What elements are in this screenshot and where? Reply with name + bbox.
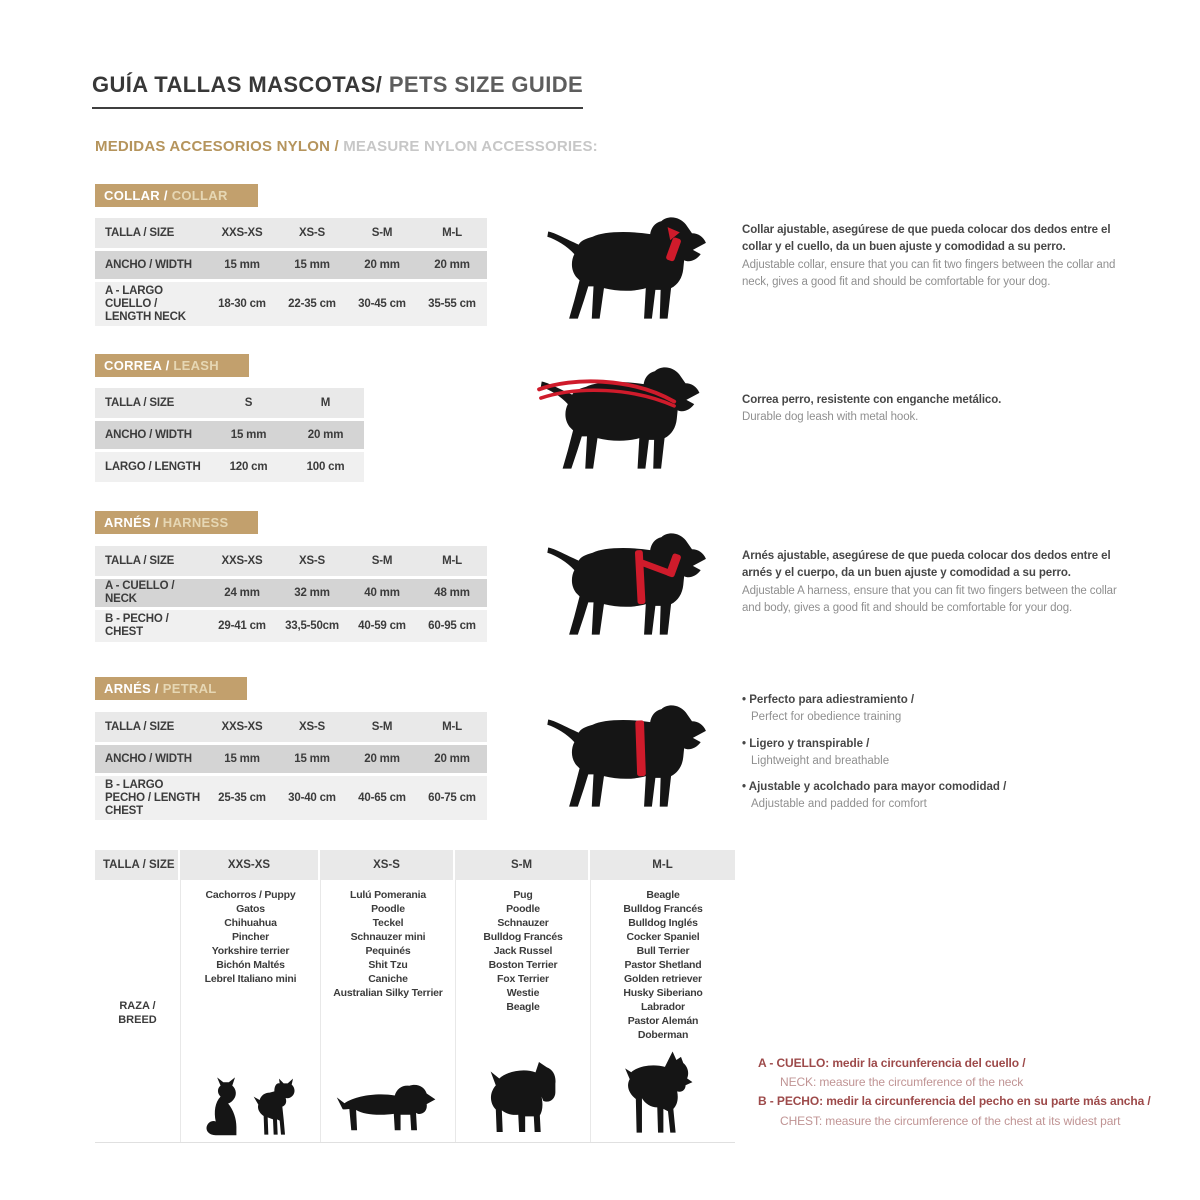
value-cell: 32 mm xyxy=(294,586,330,599)
dog-with-leash-image xyxy=(523,358,719,480)
chihuahua-silhouette-icon xyxy=(251,1078,299,1138)
value-cell: 20 mm xyxy=(434,258,470,271)
breed-name: Schnauzer mini xyxy=(350,931,426,943)
table-header-row xyxy=(95,388,364,418)
breed-list xyxy=(623,888,702,1042)
header-cell: S-M xyxy=(371,554,393,567)
value-cell: 20 mm xyxy=(307,428,344,441)
breed-name: Westie xyxy=(506,987,540,999)
animal-silhouettes xyxy=(333,1080,443,1138)
breed-name: Bulldog Inglés xyxy=(628,917,698,929)
header-cell: S xyxy=(244,396,253,409)
breed-name: Jack Russel xyxy=(493,945,553,957)
header-cell: TALLA / SIZE xyxy=(105,226,175,239)
breed-column-xs-s xyxy=(320,880,455,1142)
feature-english: Adjustable and padded for comfort xyxy=(751,798,927,811)
value-cell: 35-55 cm xyxy=(428,297,476,310)
feature-spanish: • Ligero y transpirable / xyxy=(742,736,1142,753)
value-cell: 60-95 cm xyxy=(428,619,476,632)
breed-row-label-cell xyxy=(95,880,180,1142)
breed-name: Beagle xyxy=(506,1001,540,1013)
value-cell: 60-75 cm xyxy=(428,791,476,804)
breed-name: Bulldog Francés xyxy=(483,931,563,943)
measurement-notes xyxy=(758,1054,1178,1131)
note-chest-spanish: B - PECHO: medir la circunferencia del pecho en su parte más ancha / xyxy=(758,1094,1151,1109)
petral-size-table xyxy=(95,712,487,823)
feature-spanish: • Perfecto para adiestramiento / xyxy=(742,692,1142,709)
breed-column-m-l xyxy=(590,880,735,1142)
header-cell: XXS-XS xyxy=(180,850,320,880)
badge-label-english: PETRAL xyxy=(162,681,217,696)
value-cell: 20 mm xyxy=(434,752,470,765)
feature-item xyxy=(742,692,1142,727)
breed-table-body xyxy=(95,880,735,1143)
row-label: A - CUELLO / NECK xyxy=(105,580,175,605)
breed-name: Caniche xyxy=(368,973,408,985)
value-cell: 15 mm xyxy=(294,752,330,765)
leash-description xyxy=(742,392,1134,427)
row-label: LARGO / LENGTH xyxy=(105,460,201,473)
table-header-row xyxy=(95,546,487,576)
row-label: B - PECHO / CHEST xyxy=(105,613,169,638)
breed-list xyxy=(205,888,297,986)
breed-name: Pastor Alemán xyxy=(627,1015,699,1027)
row-label: ANCHO / WIDTH xyxy=(105,258,192,271)
breed-name: Bichón Maltés xyxy=(216,959,285,971)
collar-description xyxy=(742,222,1134,291)
value-cell: 48 mm xyxy=(434,586,470,599)
value-cell: 120 cm xyxy=(229,460,268,473)
description-english: Adjustable collar, ensure that you can fit two fingers between the collar and neck, gives a good fit and should be comfortable for your dog. xyxy=(742,258,1116,288)
badge-label-english: HARNESS xyxy=(162,515,229,530)
value-cell: 20 mm xyxy=(364,258,400,271)
feature-item xyxy=(742,736,1142,771)
header-cell: S-M xyxy=(371,226,393,239)
badge-label-english: LEASH xyxy=(173,358,219,373)
header-cell: TALLA / SIZE xyxy=(105,396,175,409)
description-english: Adjustable A harness, ensure that you can fit two fingers between the collar and body, gives a good fit and should be comfortable for your dog. xyxy=(742,584,1117,614)
animal-silhouettes xyxy=(203,1076,299,1138)
harness-size-table xyxy=(95,546,487,645)
leash-section-badge xyxy=(95,354,249,377)
note-neck-spanish: A - CUELLO: medir la circunferencia del cuello / xyxy=(758,1056,1026,1070)
value-cell: 100 cm xyxy=(306,460,345,473)
breed-name: Bull Terrier xyxy=(636,945,690,957)
table-header-row xyxy=(95,712,487,742)
collar-size-table xyxy=(95,218,487,329)
note-chest-english: CHEST: measure the circumference of the chest at its widest part xyxy=(780,1113,1121,1128)
badge-label-spanish: ARNÉS / xyxy=(104,681,163,696)
breed-name: Pequinés xyxy=(365,945,411,957)
badge-label-english: COLLAR xyxy=(171,188,228,203)
value-cell: 33,5-50cm xyxy=(285,619,339,632)
value-cell: 30-40 cm xyxy=(288,791,336,804)
breed-name: Boston Terrier xyxy=(488,959,558,971)
breed-column-xxs-xs xyxy=(180,880,320,1142)
row-label: ANCHO / WIDTH xyxy=(105,428,192,441)
breed-name: Bulldog Francés xyxy=(623,903,703,915)
animal-silhouettes xyxy=(480,1056,566,1138)
table-row xyxy=(95,776,487,820)
page-title xyxy=(92,72,583,109)
breed-name: Golden retriever xyxy=(624,973,702,985)
breed-name: Yorkshire terrier xyxy=(211,945,290,957)
table-row xyxy=(95,610,487,642)
value-cell: 29-41 cm xyxy=(218,619,266,632)
badge-label-spanish: ARNÉS / xyxy=(104,515,163,530)
feature-spanish: • Ajustable y acolchado para mayor comodidad / xyxy=(742,779,1142,796)
header-cell: XXS-XS xyxy=(221,720,263,733)
table-row xyxy=(95,282,487,326)
header-cell: TALLA / SIZE xyxy=(105,554,175,567)
breed-column-s-m xyxy=(455,880,590,1142)
table-row xyxy=(95,452,364,482)
badge-label-spanish: COLLAR / xyxy=(104,188,172,203)
doberman-silhouette-icon xyxy=(617,1050,709,1138)
harness-description xyxy=(742,548,1134,617)
table-row xyxy=(95,421,364,449)
breed-name: Poodle xyxy=(371,903,405,915)
header-cell: TALLA / SIZE xyxy=(95,850,180,880)
header-cell: XXS-XS xyxy=(221,226,263,239)
value-cell: 20 mm xyxy=(364,752,400,765)
petral-features xyxy=(742,692,1142,823)
dog-with-petral-image xyxy=(540,696,715,818)
header-cell: M-L xyxy=(442,554,462,567)
value-cell: 24 mm xyxy=(224,586,260,599)
badge-label-spanish: CORREA / xyxy=(104,358,174,373)
table-row xyxy=(95,745,487,773)
value-cell: 18-30 cm xyxy=(218,297,266,310)
schnauzer-silhouette-icon xyxy=(480,1056,566,1138)
breed-name: Chihuahua xyxy=(224,917,277,929)
breed-table-header xyxy=(95,850,735,880)
breed-list xyxy=(483,888,562,1014)
header-cell: XS-S xyxy=(298,720,326,733)
feature-item xyxy=(742,779,1142,814)
breed-name: Doberman xyxy=(637,1029,689,1041)
breed-name: Shit Tzu xyxy=(368,959,408,971)
breed-name: Lebrel Italiano mini xyxy=(204,973,297,985)
value-cell: 15 mm xyxy=(224,258,260,271)
dog-with-collar-image xyxy=(540,208,715,330)
value-cell: 22-35 cm xyxy=(288,297,336,310)
value-cell: 25-35 cm xyxy=(218,791,266,804)
value-cell: 40-65 cm xyxy=(358,791,406,804)
header-cell: XS-S xyxy=(298,226,326,239)
value-cell: 15 mm xyxy=(294,258,330,271)
note-neck-english: NECK: measure the circumference of the neck xyxy=(780,1075,1024,1090)
cat-silhouette-icon xyxy=(203,1076,245,1138)
breed-name: Cocker Spaniel xyxy=(626,931,700,943)
breed-name: Cachorros / Puppy xyxy=(205,889,296,901)
breed-name: Labrador xyxy=(641,1001,685,1013)
header-cell: XXS-XS xyxy=(221,554,263,567)
row-label: A - LARGO CUELLO / LENGTH NECK xyxy=(105,284,186,323)
table-row xyxy=(95,251,487,279)
subtitle-english: MEASURE NYLON ACCESSORIES: xyxy=(343,138,598,155)
value-cell: 30-45 cm xyxy=(358,297,406,310)
header-cell: M-L xyxy=(442,226,462,239)
breed-size-table xyxy=(95,850,735,1143)
breed-name: Lulú Pomerania xyxy=(350,889,426,901)
feature-english: Perfect for obedience training xyxy=(751,711,902,724)
header-cell: XS-S xyxy=(320,850,455,880)
breed-list xyxy=(333,888,442,1000)
breed-name: Schnauzer xyxy=(497,917,549,929)
page-title-spanish: GUÍA TALLAS MASCOTAS/ xyxy=(92,72,383,97)
breed-name: Pastor Shetland xyxy=(624,959,702,971)
header-cell: XS-S xyxy=(298,554,326,567)
animal-silhouettes xyxy=(617,1050,709,1138)
value-cell: 15 mm xyxy=(224,752,260,765)
breed-name: Gatos xyxy=(236,903,265,915)
breed-name: Australian Silky Terrier xyxy=(333,987,443,999)
header-cell: S-M xyxy=(371,720,393,733)
table-header-row xyxy=(95,218,487,248)
table-row xyxy=(95,579,487,607)
row-label: RAZA / BREED xyxy=(118,1000,157,1026)
description-spanish: Correa perro, resistente con enganche metálico. xyxy=(742,394,1002,406)
value-cell: 40-59 cm xyxy=(358,619,406,632)
header-cell: M-L xyxy=(652,858,673,871)
subtitle-spanish: MEDIDAS ACCESORIOS NYLON / xyxy=(95,138,344,155)
value-cell: 15 mm xyxy=(230,428,267,441)
breed-name: Poodle xyxy=(506,903,540,915)
row-label: ANCHO / WIDTH xyxy=(105,752,192,765)
description-spanish: Arnés ajustable, asegúrese de que pueda colocar dos dedos entre el arnés y el cuerpo, da un buen ajuste y comodidad a su perro. xyxy=(742,550,1111,580)
breed-name: Husky Siberiano xyxy=(623,987,703,999)
breed-name: Pincher xyxy=(231,931,270,943)
header-cell: S-M xyxy=(455,850,590,880)
feature-english: Lightweight and breathable xyxy=(751,754,890,767)
value-cell: 40 mm xyxy=(364,586,400,599)
row-label: B - LARGO PECHO / LENGTH CHEST xyxy=(105,778,200,817)
collar-section-badge xyxy=(95,184,258,207)
header-cell: M xyxy=(320,396,331,409)
header-cell: TALLA / SIZE xyxy=(105,720,175,733)
dog-with-harness-image xyxy=(540,524,715,646)
breed-name: Beagle xyxy=(646,889,680,901)
page-subtitle xyxy=(95,138,598,155)
description-english: Durable dog leash with metal hook. xyxy=(742,411,919,424)
dachshund-silhouette-icon xyxy=(333,1080,443,1138)
breed-name: Teckel xyxy=(372,917,404,929)
leash-size-table xyxy=(95,388,364,485)
description-spanish: Collar ajustable, asegúrese de que pueda colocar dos dedos entre el collar y el cuello, da un buen ajuste y comodidad a su perro. xyxy=(742,224,1111,254)
harness-section-badge xyxy=(95,511,258,534)
breed-name: Fox Terrier xyxy=(497,973,549,985)
page-title-english: PETS SIZE GUIDE xyxy=(382,72,584,97)
petral-section-badge xyxy=(95,677,247,700)
breed-name: Pug xyxy=(513,889,533,901)
header-cell: M-L xyxy=(442,720,462,733)
